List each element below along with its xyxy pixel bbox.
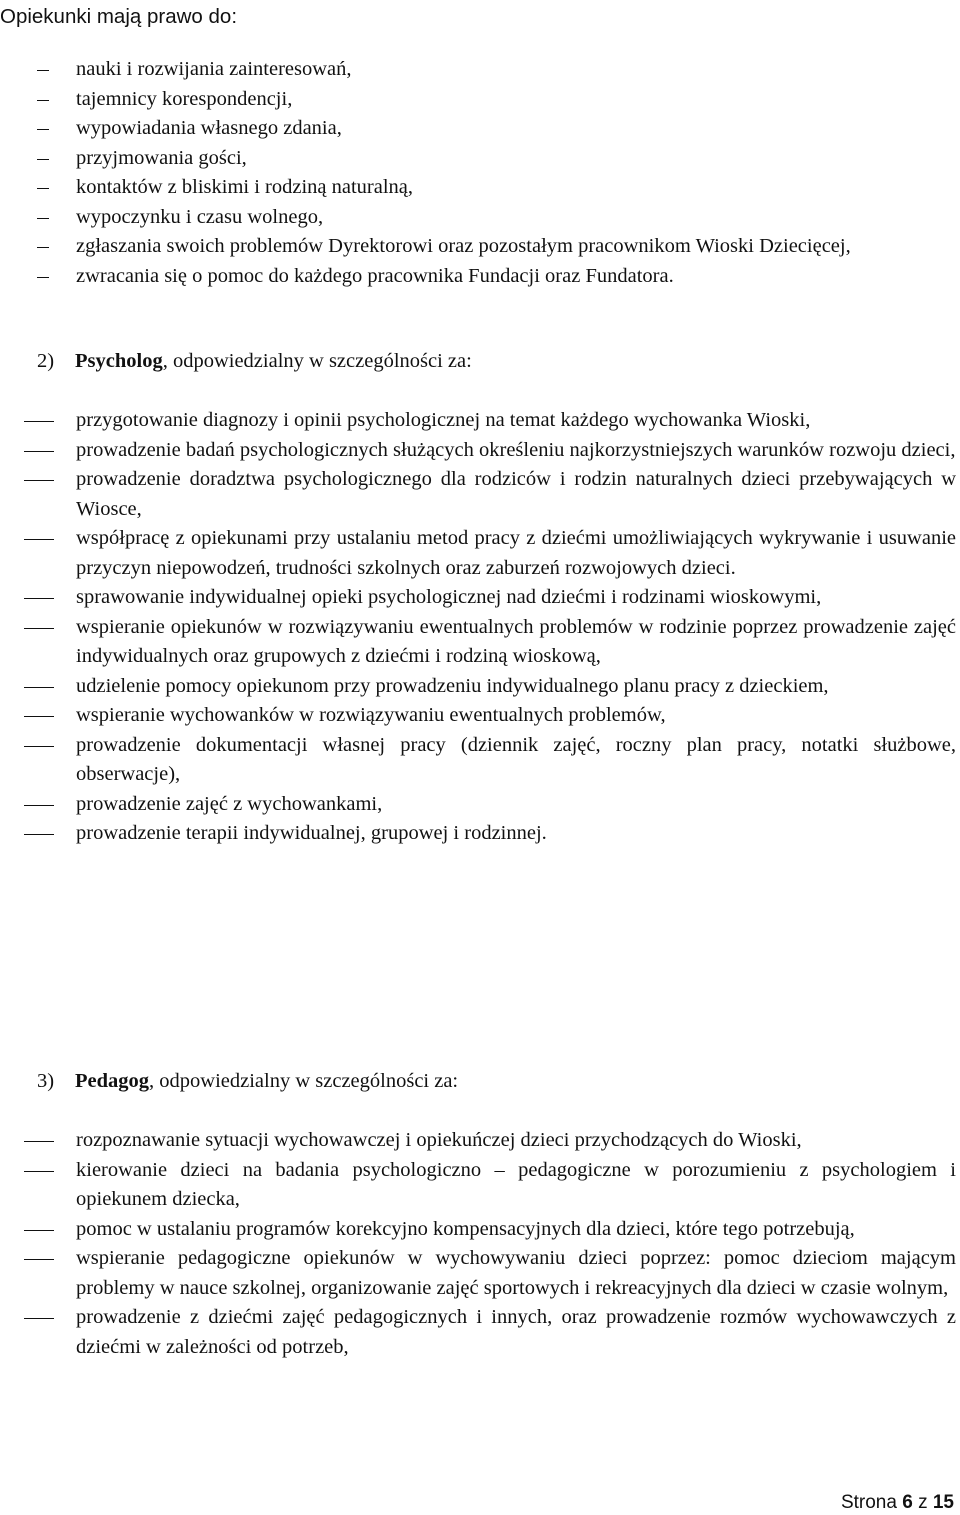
dash-bullet-icon (24, 628, 54, 629)
list-item (0, 1215, 960, 1245)
psycholog-heading (37, 347, 472, 377)
dash-bullet-icon (37, 247, 49, 248)
dash-bullet-icon (24, 480, 54, 481)
list-item (0, 1303, 960, 1362)
page-footer (841, 1491, 954, 1515)
list-item-text: wspieranie pedagogiczne opiekunów w wychowywaniu dzieci poprzez: pomoc dzieciom mającym problemy w nauce szkolnej, organizowanie zajęć sportowych i rekreacyjnych dla dzieci w czasie wolnym, (76, 1247, 956, 1299)
list-item (0, 406, 960, 436)
dash-bullet-icon (24, 687, 54, 688)
list-item (0, 55, 960, 85)
dash-bullet-icon (24, 834, 54, 835)
list-item-text: prowadzenie zajęć z wychowankami, (76, 792, 383, 815)
psycholog-number: 2) (37, 350, 55, 372)
list-item (0, 672, 960, 702)
page-separator: z (918, 1492, 928, 1513)
dash-bullet-icon (24, 746, 54, 747)
list-item (0, 1156, 960, 1215)
dash-bullet-icon (24, 1141, 54, 1142)
list-item-text: przyjmowania gości, (76, 146, 247, 169)
list-item (0, 701, 960, 731)
list-item (0, 524, 960, 583)
psycholog-duties-list (0, 406, 960, 849)
list-item-text: nauki i rozwijania zainteresowań, (76, 58, 352, 80)
dash-bullet-icon (37, 218, 49, 219)
page-label: Strona (840, 1492, 897, 1513)
dash-bullet-icon (24, 805, 54, 806)
dash-bullet-icon (24, 716, 54, 717)
dash-bullet-icon (37, 70, 49, 71)
dash-bullet-icon (37, 100, 49, 101)
dash-bullet-icon (37, 129, 49, 130)
pedagog-number: 3) (37, 1070, 55, 1092)
list-item (0, 1126, 960, 1156)
dash-bullet-icon (37, 159, 49, 160)
pedagog-heading (37, 1067, 458, 1097)
list-item (0, 173, 960, 203)
pedagog-suffix: , odpowiedzialny w szczególności za: (149, 1070, 459, 1092)
total-pages-number: 15 (932, 1492, 954, 1513)
list-item (0, 203, 960, 233)
list-item-text: tajemnicy korespondencji, (76, 87, 293, 110)
list-item (0, 613, 960, 672)
list-item (0, 85, 960, 115)
list-item-text: rozpoznawanie sytuacji wychowawczej i opiekuńczej dzieci przychodzących do Wioski, (76, 1129, 802, 1151)
rights-list (0, 55, 960, 291)
psycholog-suffix: , odpowiedzialny w szczególności za: (162, 350, 472, 372)
intro-heading: Opiekunki mają prawo do: (0, 5, 238, 28)
dash-bullet-icon (24, 421, 54, 422)
list-item-text: sprawowanie indywidualnej opieki psychologicznej nad dziećmi i rodzinami wioskowymi, (76, 586, 822, 608)
list-item-text: wspieranie wychowanków w rozwiązywaniu ewentualnych problemów, (76, 704, 666, 726)
list-item-text: zwracania się o pomoc do każdego pracownika Fundacji oraz Fundatora. (76, 264, 674, 287)
current-page-number: 6 (902, 1492, 913, 1513)
list-item-text: kontaktów z bliskimi i rodziną naturalną, (76, 176, 414, 198)
dash-bullet-icon (24, 451, 54, 452)
list-item-text: wspieranie opiekunów w rozwiązywaniu ewentualnych problemów w rodzinie poprzez prowadzenie zajęć indywidualnych oraz grupowych z dziećmi i rodziną wioskową, (76, 615, 956, 667)
list-item-text: pomoc w ustalaniu programów korekcyjno kompensacyjnych dla dzieci, które tego potrzebują, (76, 1217, 855, 1240)
dash-bullet-icon (24, 1259, 54, 1260)
dash-bullet-icon (24, 539, 54, 540)
pedagog-duties-list (0, 1126, 960, 1362)
psycholog-role: Psycholog (75, 350, 163, 372)
dash-bullet-icon (37, 277, 49, 278)
list-item-text: zgłaszania swoich problemów Dyrektorowi oraz pozostałym pracownikom Wioski Dziecięcej, (76, 235, 851, 257)
list-item-text: prowadzenie z dziećmi zajęć pedagogicznych i innych, oraz prowadzenie rozmów wychowawczych z dziećmi w zależności od potrzeb, (76, 1306, 956, 1358)
list-item (0, 262, 960, 292)
list-item-text: wypoczynku i czasu wolnego, (76, 205, 324, 228)
list-item-text: udzielenie pomocy opiekunom przy prowadzeniu indywidualnego planu pracy z dzieckiem, (76, 674, 829, 697)
list-item-text: prowadzenie dokumentacji własnej pracy (dziennik zajęć, roczny plan pracy, notatki służbowe, obserwacje), (76, 733, 956, 785)
list-item (0, 436, 960, 466)
pedagog-role: Pedagog (75, 1070, 150, 1092)
list-item-text: współpracę z opiekunami przy ustalaniu metod pracy z dziećmi umożliwiających wykrywanie i usuwanie przyczyn niepowodzeń, trudności szkolnych oraz zaburzeń rozwojowych dzieci. (76, 527, 956, 579)
list-item (0, 232, 960, 262)
dash-bullet-icon (24, 598, 54, 599)
list-item (0, 144, 960, 174)
list-item-text: prowadzenie terapii indywidualnej, grupowej i rodzinnej. (76, 822, 547, 844)
list-item (0, 731, 960, 790)
list-item-text: kierowanie dzieci na badania psychologiczno – pedagogiczne w porozumieniu z psychologiem i opiekunem dziecka, (76, 1158, 956, 1210)
dash-bullet-icon (24, 1318, 54, 1319)
list-item (0, 114, 960, 144)
list-item (0, 583, 960, 613)
dash-bullet-icon (24, 1171, 54, 1172)
list-item-text: wypowiadania własnego zdania, (76, 117, 342, 139)
list-item-text: prowadzenie badań psychologicznych służących określeniu najkorzystniejszych warunków rozwoju dzieci, (76, 438, 956, 461)
dash-bullet-icon (37, 188, 49, 189)
list-item (0, 1244, 960, 1303)
list-item (0, 790, 960, 820)
list-item-text: prowadzenie doradztwa psychologicznego dla rodziców i rodzin naturalnych dzieci przebywających w Wiosce, (76, 468, 956, 520)
dash-bullet-icon (24, 1230, 54, 1231)
list-item-text: przygotowanie diagnozy i opinii psychologicznej na temat każdego wychowanka Wioski, (76, 409, 811, 431)
list-item (0, 465, 960, 524)
list-item (0, 819, 960, 849)
